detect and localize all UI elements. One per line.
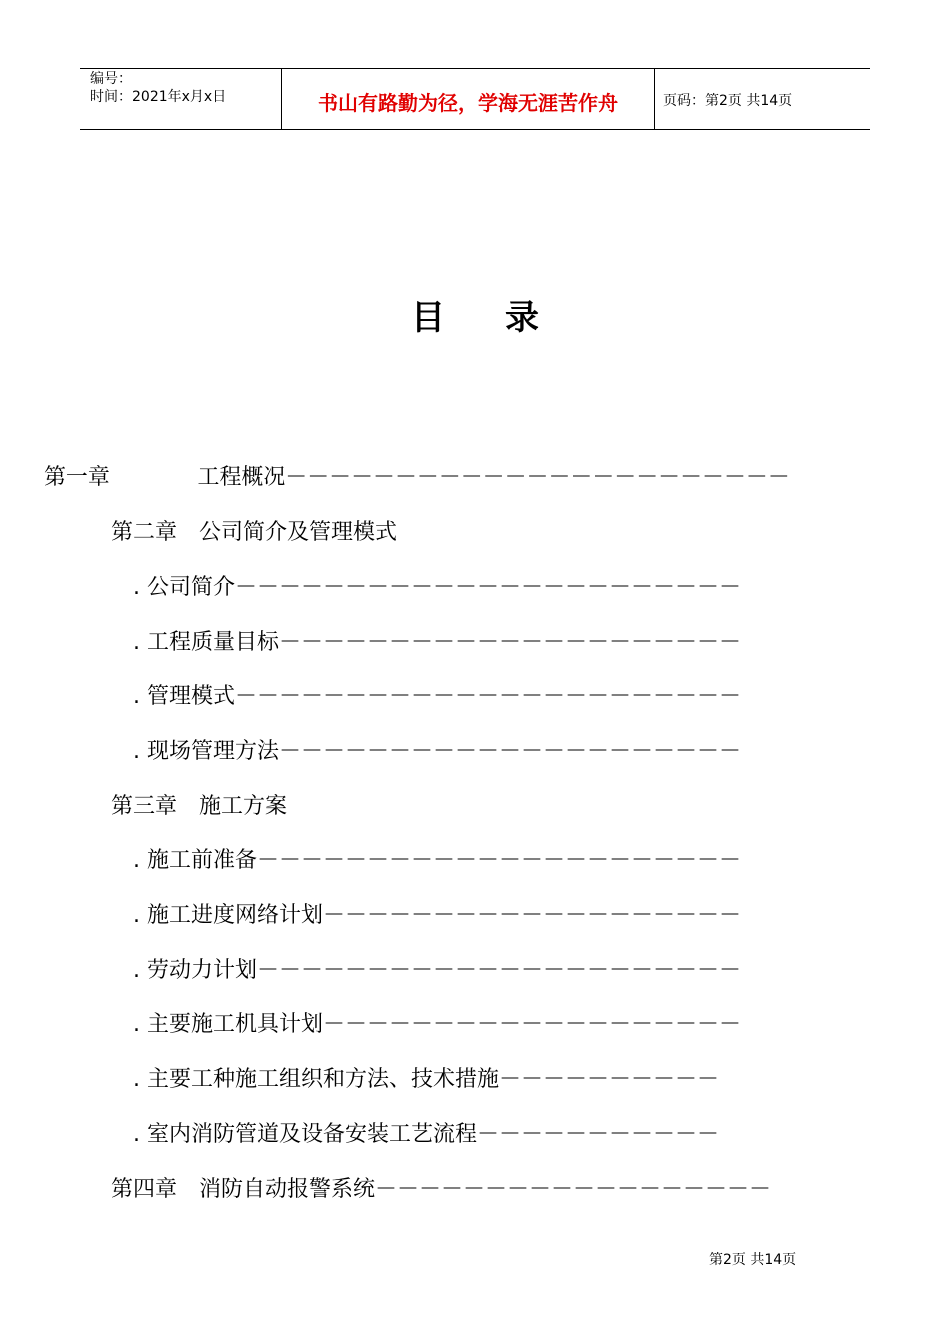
toc-entry-site-management[interactable]: . 现场管理方法－－－－－－－－－－－－－－－－－－－－－ xyxy=(133,739,741,764)
toc-entry-preparation[interactable]: . 施工前准备－－－－－－－－－－－－－－－－－－－－－－ xyxy=(133,848,741,873)
toc-entry-chapter-2[interactable]: 第二章 公司简介及管理模式 xyxy=(111,520,398,545)
header-page-cell xyxy=(655,69,870,129)
toc-title: 目录 xyxy=(411,298,599,338)
toc-entry-management-mode[interactable]: . 管理模式－－－－－－－－－－－－－－－－－－－－－－－ xyxy=(133,684,741,709)
toc-entry-labor-plan[interactable]: . 劳动力计划－－－－－－－－－－－－－－－－－－－－－－ xyxy=(133,958,741,983)
document-date-label: 时间：2021年x月x日 xyxy=(90,89,227,105)
toc-entry-construction-methods[interactable]: . 主要工种施工组织和方法、技术措施－－－－－－－－－－ xyxy=(133,1067,719,1092)
toc-entry-machinery-plan[interactable]: . 主要施工机具计划－－－－－－－－－－－－－－－－－－－ xyxy=(133,1012,741,1037)
header-meta-cell xyxy=(80,69,280,129)
toc-entry-quality-goal[interactable]: . 工程质量目标－－－－－－－－－－－－－－－－－－－－－ xyxy=(133,630,741,655)
toc-entry-chapter-3[interactable]: 第三章 施工方案 xyxy=(111,794,288,819)
page-footer: 第2页 共14页 xyxy=(709,1252,797,1268)
header-page-info: 页码：第2页 共14页 xyxy=(663,93,793,109)
header-motto: 书山有路勤为径，学海无涯苦作舟 xyxy=(318,91,618,115)
toc-entry-company-intro[interactable]: . 公司简介－－－－－－－－－－－－－－－－－－－－－－－ xyxy=(133,575,741,600)
toc-entry-schedule[interactable]: . 施工进度网络计划－－－－－－－－－－－－－－－－－－－ xyxy=(133,903,741,928)
toc-entry-chapter-4[interactable]: 第四章 消防自动报警系统－－－－－－－－－－－－－－－－－－ xyxy=(111,1177,772,1202)
toc-entry-chapter-1[interactable]: 第一章 工程概况－－－－－－－－－－－－－－－－－－－－－－－ xyxy=(44,465,790,490)
toc-entry-fire-pipe-installation[interactable]: . 室内消防管道及设备安装工艺流程－－－－－－－－－－－ xyxy=(133,1122,719,1147)
header-motto-cell xyxy=(281,69,655,129)
document-number-label: 编号： xyxy=(90,71,132,87)
page-header xyxy=(80,68,870,130)
